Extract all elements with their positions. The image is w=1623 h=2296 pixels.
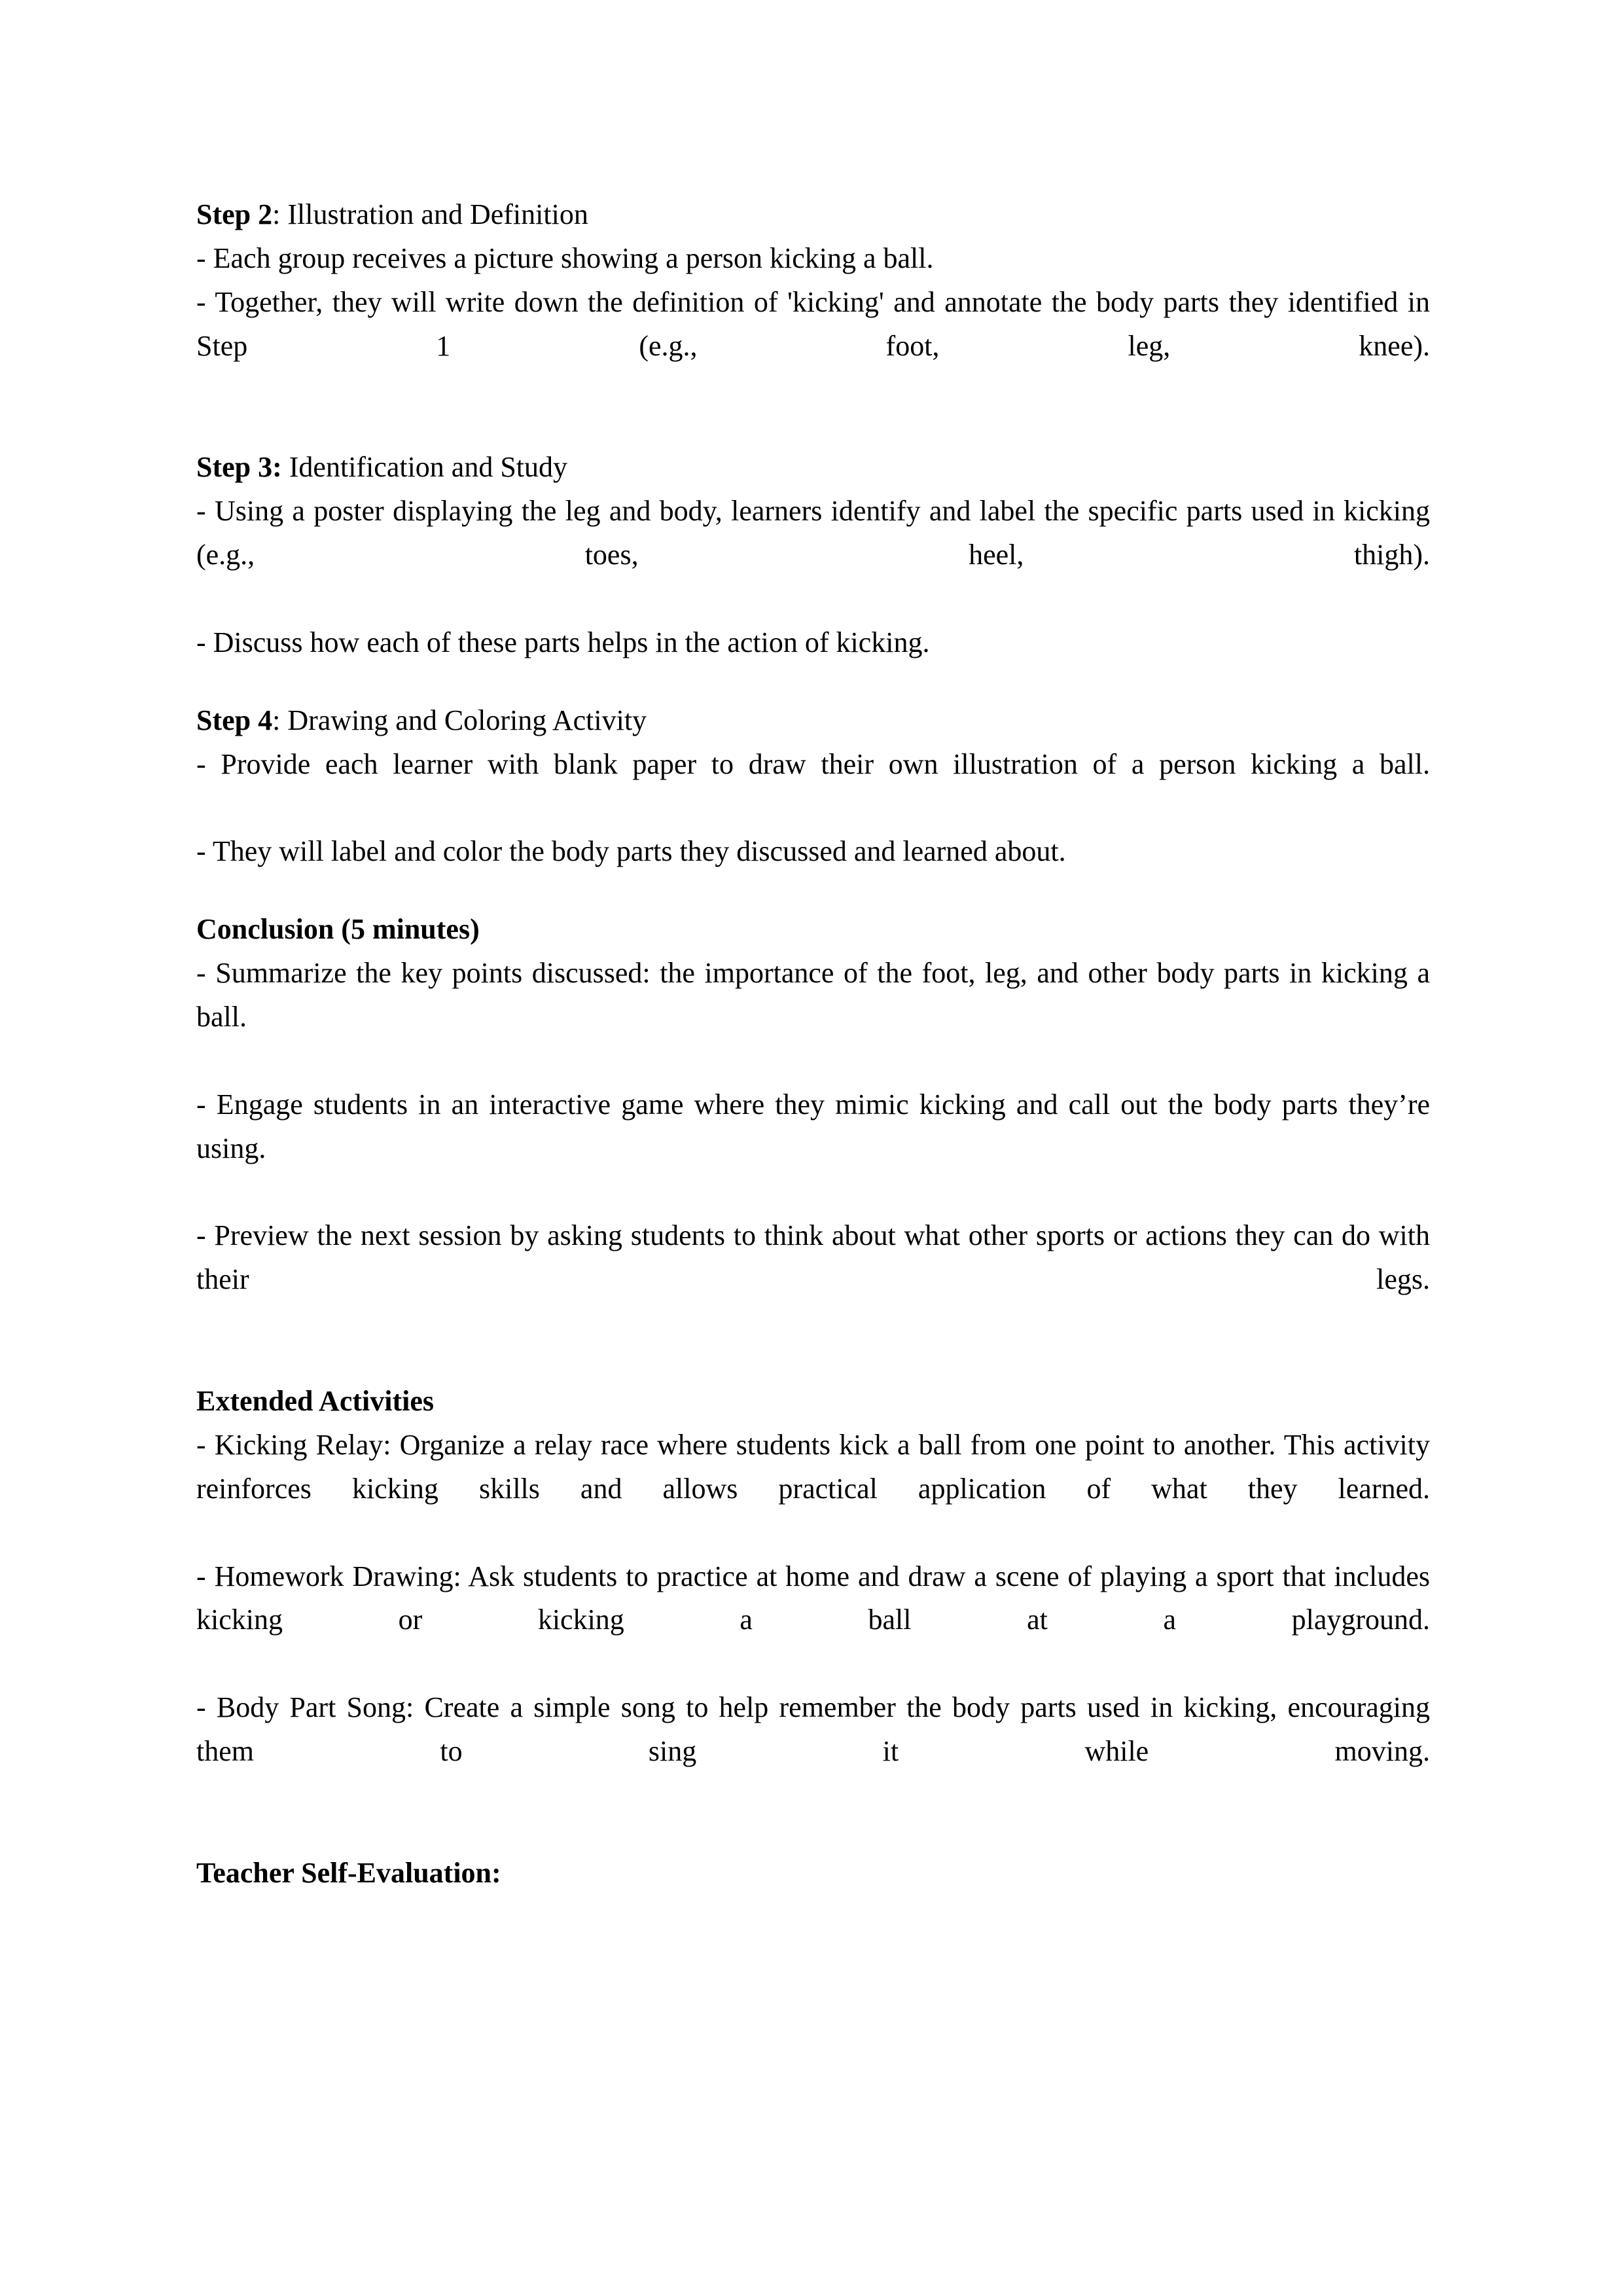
document-body [196,193,1430,1895]
section-conclusion [196,908,1430,1346]
bullet-extended-3: - Body Part Song: Create a simple song to help remember the body parts used in kicking, encouraging them to sing it while moving. [196,1691,1430,1767]
heading-conclusion: Conclusion (5 minutes) [196,913,480,946]
heading-step-3-rest: Identification and Study [281,451,568,484]
bullet-step-3-1: - Using a poster displaying the leg and body, learners identify and label the specific parts used in kicking (e.g., toes, heel, thigh). [196,495,1430,571]
section-teacher-self-evaluation [196,1852,1430,1895]
heading-step-2-label: Step 2 [196,198,273,230]
bullet-conclusion-3: - Preview the next session by asking students to think about what other sports or actions they can do with their legs. [196,1219,1430,1296]
section-step-3 [196,446,1430,664]
heading-step-4-rest: : Drawing and Coloring Activity [272,704,647,736]
bullet-extended-2: - Homework Drawing: Ask students to practice at home and draw a scene of playing a sport that includes kicking or kicking a ball at a playground. [196,1560,1430,1636]
section-extended-activities [196,1380,1430,1818]
bullet-step-2-1: - Each group receives a picture showing a person kicking a ball. [196,242,934,274]
section-step-4 [196,699,1430,874]
bullet-conclusion-1: - Summarize the key points discussed: the importance of the foot, leg, and other body parts in kicking a ball. [196,957,1430,1033]
heading-step-4-label: Step 4 [196,704,273,736]
heading-step-2 [196,193,1430,237]
heading-step-3-label: Step 3: [196,451,282,484]
bullet-step-4-2: - They will label and color the body parts they discussed and learned about. [196,835,1066,868]
bullet-extended-1: - Kicking Relay: Organize a relay race where students kick a ball from one point to another. This activity reinforces kicking skills and allows practical application of what they learned. [196,1428,1430,1505]
heading-extended-activities: Extended Activities [196,1385,434,1417]
bullet-step-4-1: - Provide each learner with blank paper to draw their own illustration of a person kicking a ball. [196,747,1430,780]
bullet-conclusion-2: - Engage students in an interactive game where they mimic kicking and call out the body parts they’re using. [196,1088,1430,1164]
heading-step-4 [196,699,1430,743]
heading-step-2-rest: : Illustration and Definition [272,198,588,230]
bullet-step-3-2: - Discuss how each of these parts helps in the action of kicking. [196,626,930,658]
heading-teacher-self-evaluation: Teacher Self-Evaluation: [196,1856,501,1889]
bullet-step-2-2: - Together, they will write down the definition of 'kicking' and annotate the body parts they identified in Step 1 (e.g., foot, leg, knee). [196,285,1430,362]
section-step-2 [196,193,1430,412]
heading-step-3 [196,446,1430,490]
